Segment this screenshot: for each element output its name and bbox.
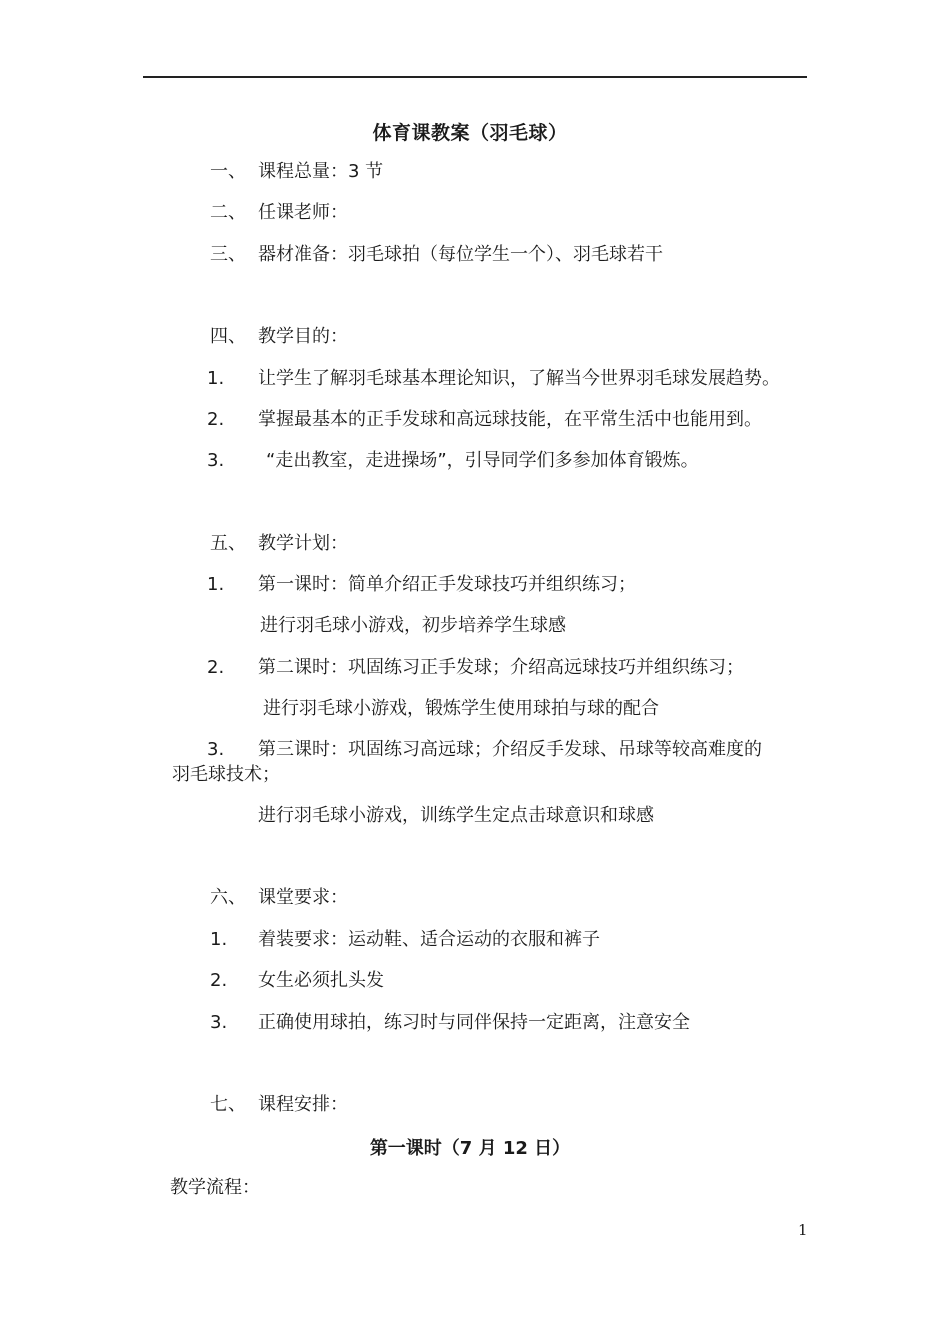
section-marker: 二、 xyxy=(210,202,246,223)
list-number: 1. xyxy=(207,368,225,389)
section-marker: 五、 xyxy=(210,533,246,554)
list-number: 1. xyxy=(210,929,228,950)
list-item-wrap: 羽毛球技术； xyxy=(172,764,280,785)
header-rule xyxy=(143,76,807,78)
list-item: 第二课时：巩固练习正手发球；介绍高远球技巧并组织练习； xyxy=(258,657,744,678)
list-number: 1. xyxy=(207,574,225,595)
list-item: 让学生了解羽毛球基本理论知识，了解当今世界羽毛球发展趋势。 xyxy=(258,368,780,389)
section-marker: 三、 xyxy=(210,244,246,265)
section-marker: 四、 xyxy=(210,326,246,347)
section-schedule: 课程安排： xyxy=(258,1094,348,1115)
list-number: 3. xyxy=(207,450,225,471)
section-plan: 教学计划： xyxy=(258,533,348,554)
list-number: 2. xyxy=(207,409,225,430)
list-item-continuation: 进行羽毛球小游戏，训练学生定点击球意识和球感 xyxy=(258,805,654,826)
list-item: “走出教室，走进操场”，引导同学们多参加体育锻炼。 xyxy=(266,450,699,471)
list-item-continuation: 进行羽毛球小游戏，锻炼学生使用球拍与球的配合 xyxy=(263,698,659,719)
list-item: 女生必须扎头发 xyxy=(258,970,384,991)
section-teacher: 任课老师： xyxy=(258,202,348,223)
section-equipment: 器材准备：羽毛球拍（每位学生一个）、羽毛球若干 xyxy=(258,244,663,265)
list-item: 第三课时：巩固练习高远球；介绍反手发球、吊球等较高难度的 xyxy=(258,739,762,760)
list-item: 掌握最基本的正手发球和高远球技能，在平常生活中也能用到。 xyxy=(258,409,762,430)
list-item: 着装要求：运动鞋、适合运动的衣服和裤子 xyxy=(258,929,600,950)
list-number: 2. xyxy=(207,657,225,678)
list-number: 2. xyxy=(210,970,228,991)
page-number: 1 xyxy=(798,1221,808,1239)
list-item: 第一课时：简单介绍正手发球技巧并组织练习； xyxy=(258,574,636,595)
section-marker: 一、 xyxy=(210,161,246,182)
section-course-total: 课程总量：3 节 xyxy=(258,161,384,182)
section-objectives: 教学目的： xyxy=(258,326,348,347)
section-marker: 七、 xyxy=(210,1094,246,1115)
section-requirements: 课堂要求： xyxy=(258,887,348,908)
document-title: 体育课教案（羽毛球） xyxy=(372,122,568,144)
lesson-heading: 第一课时（7 月 12 日） xyxy=(369,1138,571,1159)
flow-label: 教学流程： xyxy=(170,1177,260,1198)
list-item: 正确使用球拍，练习时与同伴保持一定距离，注意安全 xyxy=(258,1012,690,1033)
list-number: 3. xyxy=(210,1012,228,1033)
section-marker: 六、 xyxy=(210,887,246,908)
list-item-continuation: 进行羽毛球小游戏，初步培养学生球感 xyxy=(260,615,566,636)
list-number: 3. xyxy=(207,739,225,760)
